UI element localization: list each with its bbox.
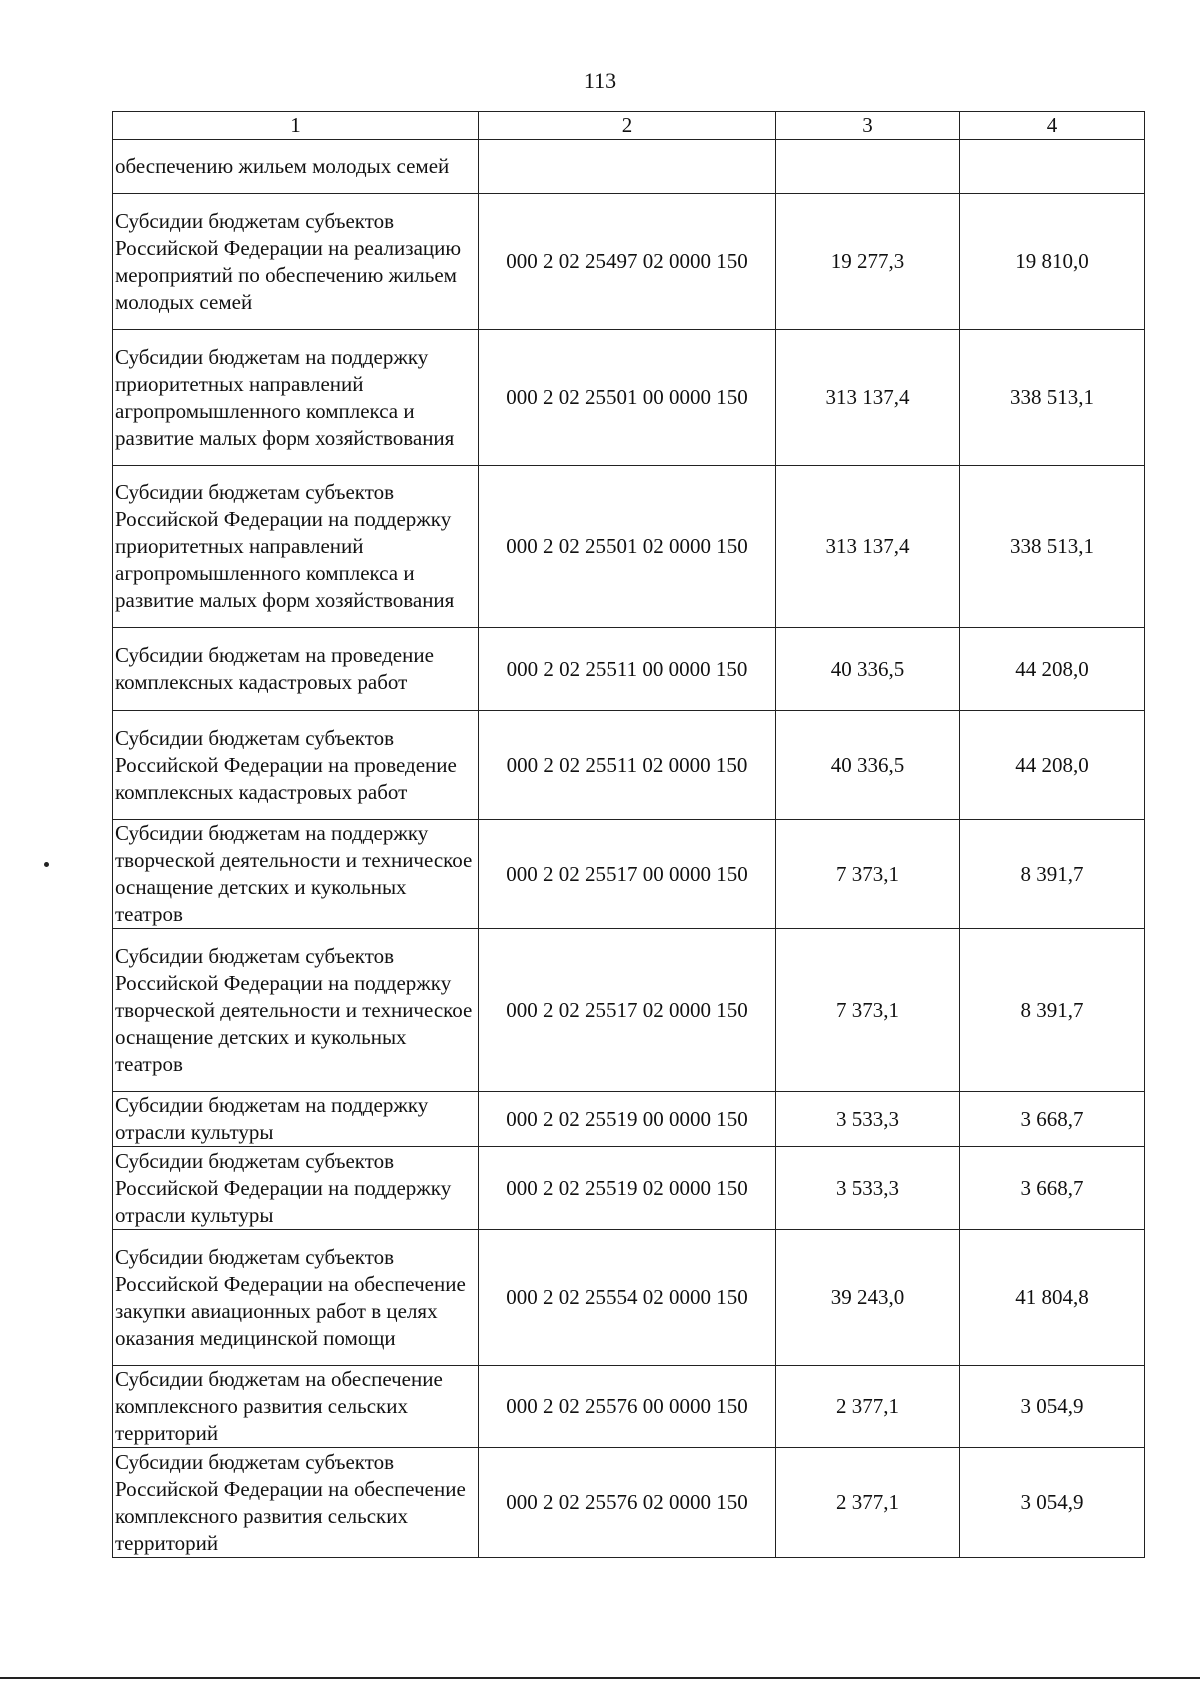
table-row bbox=[113, 330, 1145, 466]
row-name: Субсидии бюджетам на проведение комплексных кадастровых работ bbox=[113, 628, 479, 711]
table-row bbox=[113, 1092, 1145, 1147]
row-value-col3: 7 373,1 bbox=[776, 820, 960, 929]
table-row bbox=[113, 711, 1145, 820]
row-value-col4: 44 208,0 bbox=[960, 711, 1145, 820]
header-cell-4: 4 bbox=[960, 112, 1145, 140]
row-value-col4: 41 804,8 bbox=[960, 1230, 1145, 1366]
table-row bbox=[113, 1366, 1145, 1448]
row-value-col4: 8 391,7 bbox=[960, 929, 1145, 1092]
row-name: Субсидии бюджетам субъектов Российской Федерации на поддержку творческой деятельности и техническое оснащение детских и кукольных театров bbox=[113, 929, 479, 1092]
row-value-col3: 40 336,5 bbox=[776, 628, 960, 711]
row-name: Субсидии бюджетам субъектов Российской Федерации на поддержку отрасли культуры bbox=[113, 1147, 479, 1230]
row-code: 000 2 02 25511 02 0000 150 bbox=[479, 711, 776, 820]
row-value-col3: 40 336,5 bbox=[776, 711, 960, 820]
header-cell-3: 3 bbox=[776, 112, 960, 140]
row-value-col4: 3 054,9 bbox=[960, 1366, 1145, 1448]
table-row bbox=[113, 1147, 1145, 1230]
header-cell-1: 1 bbox=[113, 112, 479, 140]
row-code: 000 2 02 25497 02 0000 150 bbox=[479, 194, 776, 330]
scan-speck bbox=[44, 862, 49, 867]
row-code: 000 2 02 25517 00 0000 150 bbox=[479, 820, 776, 929]
row-name: Субсидии бюджетам субъектов Российской Федерации на поддержку приоритетных направлений агропромышленного комплекса и развитие малых форм хозяйствования bbox=[113, 466, 479, 628]
budget-table bbox=[112, 111, 1145, 1558]
header-cell-2: 2 bbox=[479, 112, 776, 140]
row-name: Субсидии бюджетам на поддержку приоритетных направлений агропромышленного комплекса и развитие малых форм хозяйствования bbox=[113, 330, 479, 466]
table-row bbox=[113, 1230, 1145, 1366]
row-name: Субсидии бюджетам на обеспечение комплексного развития сельских территорий bbox=[113, 1366, 479, 1448]
row-name: Субсидии бюджетам субъектов Российской Федерации на обеспечение закупки авиационных работ в целях оказания медицинской помощи bbox=[113, 1230, 479, 1366]
row-value-col4: 3 668,7 bbox=[960, 1092, 1145, 1147]
row-code: 000 2 02 25501 00 0000 150 bbox=[479, 330, 776, 466]
row-code: 000 2 02 25576 02 0000 150 bbox=[479, 1448, 776, 1558]
row-name: Субсидии бюджетам субъектов Российской Федерации на реализацию мероприятий по обеспечению жильем молодых семей bbox=[113, 194, 479, 330]
row-name: Субсидии бюджетам субъектов Российской Федерации на проведение комплексных кадастровых работ bbox=[113, 711, 479, 820]
row-value-col3: 7 373,1 bbox=[776, 929, 960, 1092]
table-row bbox=[113, 1448, 1145, 1558]
table-row bbox=[113, 628, 1145, 711]
row-code: 000 2 02 25519 00 0000 150 bbox=[479, 1092, 776, 1147]
row-value-col4: 3 054,9 bbox=[960, 1448, 1145, 1558]
row-code: 000 2 02 25576 00 0000 150 bbox=[479, 1366, 776, 1448]
row-value-col3: 19 277,3 bbox=[776, 194, 960, 330]
row-code: 000 2 02 25519 02 0000 150 bbox=[479, 1147, 776, 1230]
row-code: 000 2 02 25511 00 0000 150 bbox=[479, 628, 776, 711]
bottom-rule bbox=[0, 1677, 1200, 1679]
row-name: Субсидии бюджетам на поддержку творческой деятельности и техническое оснащение детских и кукольных театров bbox=[113, 820, 479, 929]
row-value-col4: 44 208,0 bbox=[960, 628, 1145, 711]
row-value-col3: 2 377,1 bbox=[776, 1366, 960, 1448]
row-value-col4: 8 391,7 bbox=[960, 820, 1145, 929]
row-value-col4: 338 513,1 bbox=[960, 466, 1145, 628]
row-value-col4: 338 513,1 bbox=[960, 330, 1145, 466]
table-row bbox=[113, 140, 1145, 194]
row-value-col3: 3 533,3 bbox=[776, 1147, 960, 1230]
row-value-col4: 3 668,7 bbox=[960, 1147, 1145, 1230]
row-value-col3: 39 243,0 bbox=[776, 1230, 960, 1366]
row-value-col3: 2 377,1 bbox=[776, 1448, 960, 1558]
row-name: Субсидии бюджетам субъектов Российской Федерации на обеспечение комплексного развития сельских территорий bbox=[113, 1448, 479, 1558]
table-row bbox=[113, 820, 1145, 929]
row-code bbox=[479, 140, 776, 194]
row-value-col3: 3 533,3 bbox=[776, 1092, 960, 1147]
row-value-col4: 19 810,0 bbox=[960, 194, 1145, 330]
row-code: 000 2 02 25517 02 0000 150 bbox=[479, 929, 776, 1092]
table-row bbox=[113, 929, 1145, 1092]
row-code: 000 2 02 25501 02 0000 150 bbox=[479, 466, 776, 628]
row-value-col3 bbox=[776, 140, 960, 194]
table-row bbox=[113, 466, 1145, 628]
row-value-col4 bbox=[960, 140, 1145, 194]
row-name: обеспечению жильем молодых семей bbox=[113, 140, 479, 194]
row-name: Субсидии бюджетам на поддержку отрасли культуры bbox=[113, 1092, 479, 1147]
row-code: 000 2 02 25554 02 0000 150 bbox=[479, 1230, 776, 1366]
table-row bbox=[113, 194, 1145, 330]
row-value-col3: 313 137,4 bbox=[776, 330, 960, 466]
page-number: 113 bbox=[583, 68, 617, 93]
row-value-col3: 313 137,4 bbox=[776, 466, 960, 628]
header-row bbox=[113, 112, 1145, 140]
